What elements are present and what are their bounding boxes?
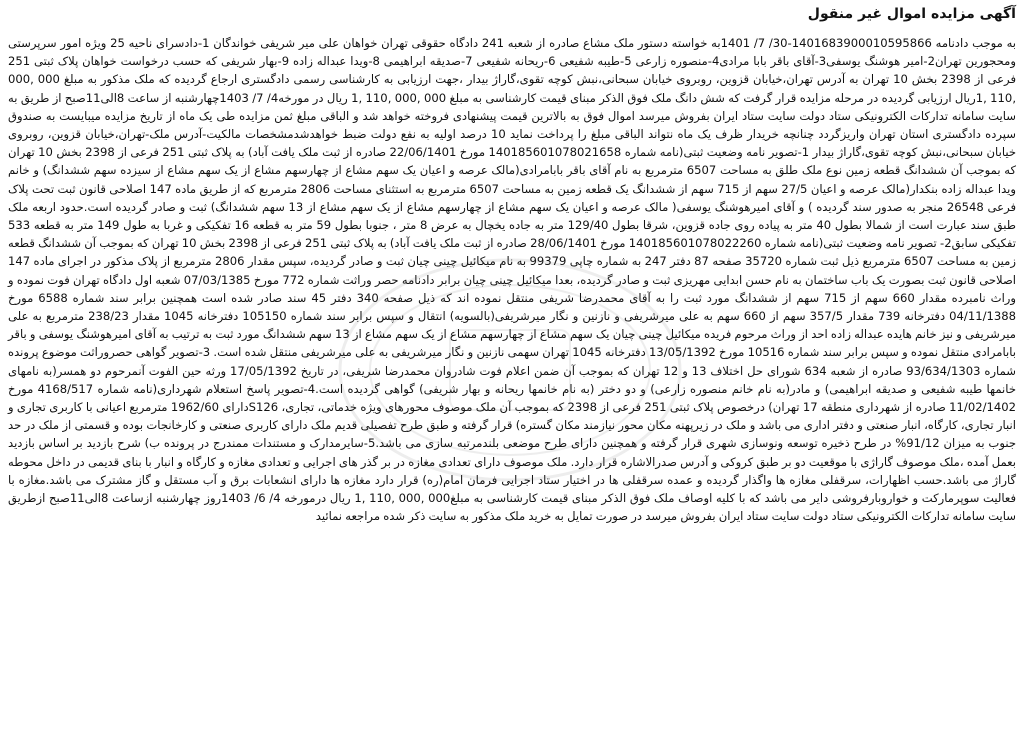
notice-title: آگهی مزایده اموال غیر منقول <box>807 6 1016 22</box>
auction-notice <box>8 4 1016 728</box>
notice-body-text: به موجب دادنامه 140168390001059586‌6-30/ 7/ 1401به خواسته دستور ملک مشاع صادره از شعبه 241 دادگاه حقوقی تهران خواهان علی میر شریفی خواندگان 1-دادسرای ناحیه 25 ویژه امور سرپرستی ومحجورین تهران2-امیر هوشنگ یوسفی3-آقای باقر بابا مرادی4-منصوره زارعی 5-طیبه شفیعی 6-ریحانه شفیعی 7-صدیقه ابراهیمی 8-ویدا عبداله زاده 9-بهار شریفی که حسب درخواست خواهان پلاک ثبتی 251 فرعی از 2398 بخش 10 تهران به آدرس تهران،خیابان قزوین، روبروی خیابان سبحانی،نبش کوچه تقوی،گاراژ بیدار ،جهت ارزیابی به کارشناسی رسمی دادگستری ارجاع گردیده که ملک مذکور به مبلغ 000 ,000 ,110 ,1ریال ارزیابی گردیده در مرحله مزایده قرار گرفت که شش دانگ ملک فوق الذکر مبنای قیمت کارشناسی به مبلغ 000 ,000 ,110 ,1 ریال در مورخه4/ 7/ 1403چهارشنبه از ساعت 8الی11صبح از طریق به سایت سامانه تدارکات الکترونیکی ستاد دولت سایت ستاد ایران بفروش میرسد اموال فوق به بالاترین قیمت پیشنهادی فروخته خواهد شد و الباقی مبلغ ثمن مزایده طی یک ماه از تاریخ مزایده میبایست به صندوق سپرده دادگستری استان تهران واریزگردد چنانچه خریدار ظرف یک ماه نتواند الباقی مبلغ را پرداخت نماید 10 درصد اولیه به نفع دولت ضبط خواهدشدمشخصات مالکیت-آدرس ملک-تهران،خیابان قزوین، روبروی خیابان سبحانی،نبش کوچه تقوی،گاراژ بیدار 1-تصویر نامه وضعیت ثبتی(نامه شماره 140185601078021658 مورخ 22/06/1401 صادره از ثبت ملک یافت آباد) به پلاک ثبتی 251 فرعی از 2398 بخش 10 تهران که بموجب آن ششدانگ قطعه زمین نوع ملک طلق به مساحت 6507 مترمربع به نام آقای باقر بابامرادی(مالک عرصه و اعیان یک سهم مشاع از چهارسهم مشاع از یک سهم مشاع از سیزده سهم ششدانگ) و خانم ویدا عبداله زاده بنکدار(مالک عرصه و اعیان 27/5 سهم از 715 سهم از ششدانگ یک قطعه زمین به مساحت 6507 مترمربع به استثنای مساحت 2806 مترمربع که از طریق ماده 147 اصلاحی قانون ثبت تحت پلاک فرعی 26548 منجر به صدور سند گردیده ) و آقای امیرهوشنگ یوسفی( مالک عرصه و اعیان یک سهم مشاع از چهارسهم مشاع از یک سهم مشاع از 13 سهم ششدانگ) ثبت و صادر گردیده است.حدود اربعه ملک طبق سند عبارت است از شمالا بطول 40 متر به پیاده روی جاده قزوین، شرقا بطول 129/40 متر به جاده یخچال به عرض 8 متر ، جنوبا بطول 59 متر به قطعه 16 تفکیکی و غربا به طول 149 متر به قطعه 533 تفکیکی سابق2- تصویر نامه وضعیت ثبتی(نامه شماره 140185601078022260 مورخ 28/06/1401 صادره از ثبت ملک یافت آباد) به پلاک ثبتی 251 فرعی از 2398 بخش 10 تهران که بموجب آن ششدانگ قطعه زمین به مساحت 6507 مترمربع ذیل ثبت شماره 35720 صفحه 87 دفتر 247 به شماره چاپی 99379 به نام میکائیل چینی چیان ثبت و صادر گردیده، سپس مقدار 2806 مترمربع از پلاک مذکور در اجرای ماده 147 اصلاحی قانون ثبت بصورت یک باب ساختمان به نام حسن ابدایی مهریزی ثبت و صادر گردیده، بعدا میکائیل چینی چیان برابر دادنامه حصر وراثت شماره 772 مورخ 07/03/1385 شعبه اول دادگاه تهران فوت نموده و وراث نامبرده مقدار 660 سهم از 715 سهم از ششدانگ مورد ثبت را به آقای محمدرضا شریفی منتقل نموده اند که ذیل صفحه 340 دفتر 45 سند صادر شده است همچنین برابر سند شماره 6588 مورخ 04/11/1388 دفترخانه 739 مقدار 357/5 سهم از 660 سهم به علی میرشریفی و نازنین و نگار میرشریفی(بالسویه) انتقال و سپس برابر سند شماره 105150 دفترخانه 1045 مقدار 238/23 مترمربع به علی میرشریفی و نیز خانم هایده عبداله زاده احد از وراث مرحوم فریده میکائیل چینی چیان یک سهم مشاع از چهارسهم مشاع از یک سهم مشاع از 13 سهم ششدانگ مورد ثبت به ترتیب به آقای امیرهوشنگ یوسفی و باقر بابامرادی منتقل نموده و سپس برابر سند شماره 10516 مورخ 13/05/1392 دفترخانه 1045 تهران سهمی نازنین و نگار میرشریفی به علی میرشریفی منتقل شده است. 3-تصویر گواهی حصروراثت موضوع پرونده شماره 93/634/1303 صادره از شعبه 634 شورای حل اختلاف 13 و 12 تهران که بموجب آن ضمن اعلام فوت شادروان محمدرضا شریفی، در تاریخ 17/05/1392 ورثه حین الفوت آنمرحوم دو همسر(به نامهای خانمها طیبه شفیعی و صدیقه ابراهیمی) و مادر(به نام خانم منصوره زارعی) و دو دختر (به نام خانمها ریحانه و بهار شریفی) گواهی گردیده است.4-تصویر پاسخ استعلام شهرداری(نامه شماره 4168/517 مورخ 11/02/1402 صادره از شهرداری منطقه 17 تهران) درخصوص پلاک ثبتی 251 فرعی از 2398 که بموجب آن ملک موصوف محورهای ویژه خدماتی، تجاری، S126دارای 1962/60 مترمربع اعیانی با کاربری تجاری و انبار تجاری، کارگاه، انبار صنعتی و دفتر اداری می باشد و ملک در زیرپهنه مکان محور نیازمند مکان گستره) قرار گرفته و طبق طرح تفصیلی قدیم ملک دارای کاربری صنعتی و کارخانجات بوده و قسمتی از ملک در حد جنوب به میزان 91/12% در طرح ذخیره توسعه ونوسازی شهری قرار گرفته و همچنین دارای طرح موضعی بلندمرتبه سازی می باشد.5-سایرمدارک و مستندات ممندرج در پرونده ب) شرح بازدید بر اساس بازدید بعمل آمده ،ملک موصوف گاراژی با موقعیت دو بر طبق کروکی و آدرس صدرالاشاره قرار دارد. ملک موصوف دارای تعدادی مغازه در بر گذر های اجرایی و تعدادی مغازه و کارگاه و انبار با بنای قدیمی در داخل محوطه گاراژ می باشد.حسب اظهارات، سرقفلی مغازه ها واگذار گردیده و عمده سرقفلی ها در اختیار ستاد اجرایی فرمان امام(ره) قرار دارد مغازه ها دارای انشعابات برق و آب مستقل و گاز مشترک می باشد.مغازه با فعالیت سوپرمارکت و خواروبارفروشی دایر می باشد که با کلیه اوصاف ملک فوق الذکر مبنای قیمت کارشناسی به مبلغ000 ,000 ,110 ,1 ریال درمورخه 4/ 6/ 1403روز چهارشنبه ازساعت 8الی11صبح ازطریق سایت سامانه تدارکات الکترونیکی ستاد دولت سایت ستاد ایران بفروش میرسد در صورت تمایل به خرید ملک مذکور به سایت ذکر شده مراجعه نمائید <box>8 36 1017 524</box>
